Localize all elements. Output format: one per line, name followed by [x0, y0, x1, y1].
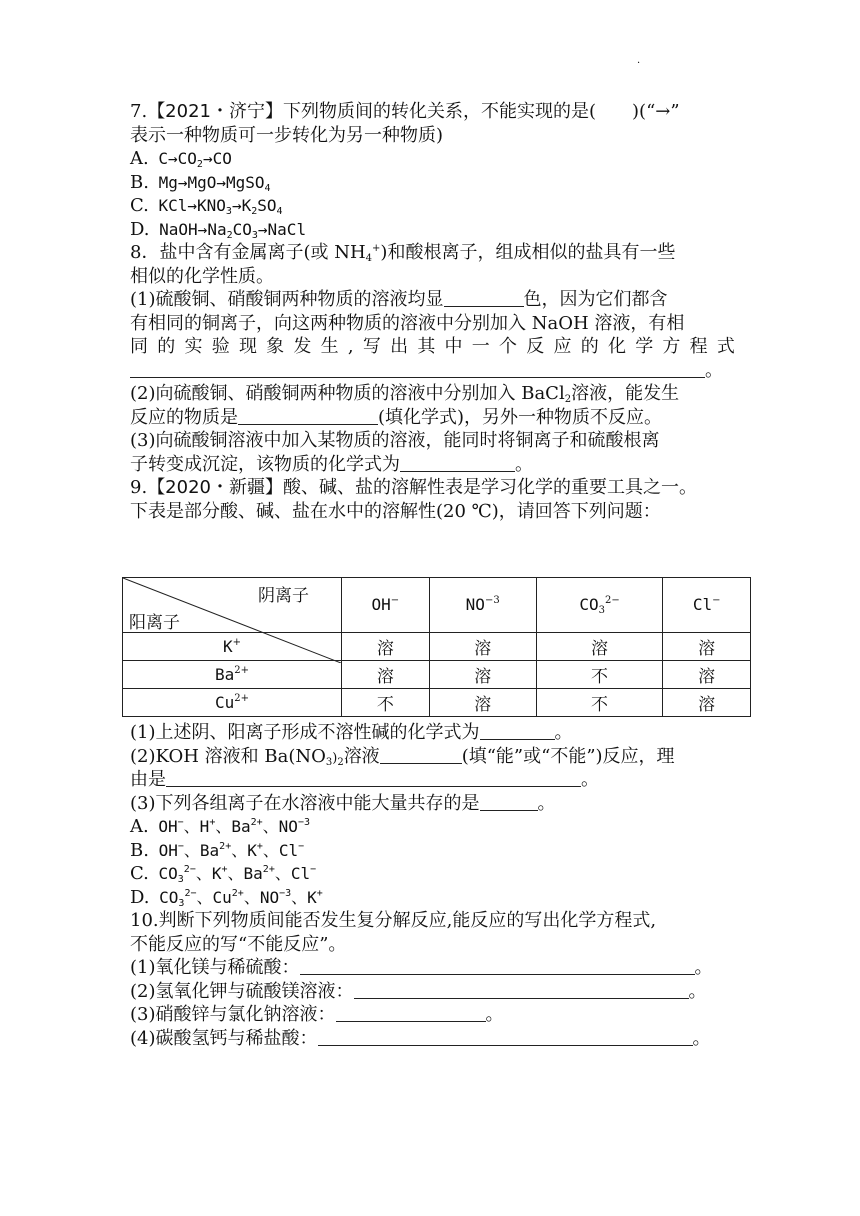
table-cell: 溶 — [342, 661, 430, 689]
q7-option-a: A. $C\to CO_2\to CO$ — [130, 148, 232, 170]
q10-item4 — [130, 1027, 735, 1051]
cation-cu: $Cu^{2+}$ — [123, 689, 342, 717]
q7-line1 — [130, 100, 735, 124]
q9-stem2: 下表是部分酸、碱、盐在水中的溶解性(20 ℃)，请回答下列问题： — [130, 500, 661, 522]
q8-text: (2)向硫酸铜、硝酸铜两种物质的溶液中分别加入 BaCl — [130, 383, 565, 404]
option-letter: C. — [130, 195, 149, 216]
answer-blank[interactable] — [336, 1003, 486, 1022]
q7-stem: 下列物质间的转化关系，不能实现的是( )(“→” — [283, 101, 680, 122]
q8-text: 反应的物质是 — [130, 406, 238, 428]
q9-part3 — [130, 792, 735, 816]
table-corner-cell — [123, 578, 342, 633]
q8-text: 。 — [705, 359, 723, 381]
cation-k: K+ — [123, 633, 342, 661]
q8-part1-answer — [130, 359, 735, 383]
table-cell: 溶 — [429, 661, 536, 689]
q8-part2-line2 — [130, 406, 735, 430]
q8-char: 其 — [417, 336, 436, 357]
option-letter: B. — [130, 171, 149, 193]
q9-part2-line2 — [130, 768, 735, 792]
table-cell: 溶 — [663, 661, 751, 689]
q9-text: (2)KOH 溶液和 Ba(NO — [130, 745, 326, 767]
q7-source: 【2021・济宁】 — [147, 101, 283, 122]
cation-label: K — [222, 636, 233, 656]
q9-number: 9. — [130, 477, 148, 498]
q9-text: 。 — [554, 722, 573, 743]
q10-text: 。 — [692, 1027, 711, 1049]
q8-part1-line2: 有相同的铜离子，向这两种物质的溶液中分别加入 NaOH 溶液，有相 — [130, 312, 685, 334]
table-cell: 溶 — [429, 689, 536, 717]
q8-char: 的 — [580, 336, 599, 357]
answer-blank[interactable] — [318, 1027, 693, 1046]
q9-text: (3)下列各组离子在水溶液中能大量共存的是 — [130, 792, 480, 814]
q9-part2: (2)KOH 溶液和 $Ba(NO_3)_2$溶液 (填“能”或“不能”)反应，理 — [130, 745, 675, 768]
q8-char: 写 — [362, 336, 381, 357]
q10-text: 。 — [688, 980, 707, 1002]
q8-text: 子转变成沉淀，该物质的化学式为 — [130, 453, 400, 475]
q8-char: 象 — [266, 336, 285, 357]
answer-blank[interactable] — [300, 956, 695, 975]
q8-text: )和酸根离子，组成相似的盐具有一些 — [380, 242, 676, 263]
q7-option-b: B. Mg→MgO→MgSO$_4$ — [130, 171, 271, 194]
q8-char: 生 — [320, 336, 339, 357]
table-cell: 溶 — [342, 633, 430, 661]
table-cell: 溶 — [663, 689, 751, 717]
answer-blank[interactable] — [354, 980, 689, 999]
q8-part1 — [130, 288, 735, 312]
q8-text: 溶液，能发生 — [571, 383, 680, 404]
cation-label: Cu — [214, 692, 235, 712]
table-row — [123, 661, 751, 689]
table-cell: 不 — [342, 689, 430, 717]
q8-text: (1)硫酸铜、硝酸铜两种物质的溶液均显 — [130, 289, 444, 310]
q8-char: 同 — [130, 336, 148, 357]
table-cell: 溶 — [663, 633, 751, 661]
anion-label: Cl — [692, 595, 713, 614]
q9-text: 由是 — [130, 769, 166, 790]
answer-blank[interactable] — [400, 453, 515, 472]
q8-char: 化 — [607, 336, 626, 357]
anion-label: NO — [465, 595, 485, 614]
q8-text: 。 — [515, 453, 533, 475]
cation-ba: $Ba^{2+}$ — [123, 661, 342, 689]
cation-header: 阳离子 — [129, 613, 180, 633]
q10-item1 — [130, 956, 735, 980]
anion-co3: $CO_3^{2-}$ — [536, 578, 663, 633]
q10-text: (1)氧化镁与稀硫酸： — [130, 957, 300, 978]
q8-text: 8．盐中含有金属离子(或 NH — [130, 242, 366, 263]
anion-cl: Cl− — [663, 578, 751, 633]
q10-item2 — [130, 980, 735, 1004]
table-cell: 溶 — [536, 633, 663, 661]
q9-option-c: C. $CO_3^{2-}$、K+、$Ba^{2+}$、Cl− — [130, 863, 317, 885]
answer-blank[interactable] — [380, 745, 462, 764]
q9-option-b: B. OH−、$Ba^{2+}$、K+、Cl− — [130, 839, 305, 861]
option-letter: D. — [130, 886, 150, 908]
q8-char: 一 — [471, 336, 490, 357]
q10-text: (4)碳酸氢钙与稀盐酸： — [130, 1027, 318, 1049]
q9-part1 — [130, 721, 735, 745]
q8-part1-line3 — [130, 335, 735, 359]
q8-char: , — [347, 336, 354, 357]
anion-no3: $NO^{-3}$ — [429, 578, 536, 633]
table-cell: 不 — [536, 689, 663, 717]
q8-char: 的 — [157, 336, 176, 357]
answer-blank[interactable] — [480, 721, 555, 740]
anion-label: OH — [371, 595, 391, 614]
q8-char: 现 — [238, 336, 257, 357]
option-letter: C. — [130, 863, 149, 884]
q9-option-a: A. OH−、H+、$Ba^{2+}$、$NO^{-3}$ — [130, 816, 310, 837]
cation-label: Ba — [214, 664, 235, 684]
q8-char: 个 — [499, 336, 518, 357]
document-body — [130, 100, 735, 523]
table-cell: 溶 — [429, 633, 536, 661]
anion-oh: OH− — [342, 578, 430, 633]
q8-char: 实 — [184, 336, 203, 357]
q9-text: 。 — [537, 792, 556, 814]
page-dot: · — [637, 58, 641, 69]
q7-number: 7. — [130, 101, 148, 122]
q8-char: 发 — [293, 336, 312, 357]
answer-blank[interactable] — [166, 768, 581, 787]
q8-line2: 相似的化学性质。 — [130, 265, 274, 287]
answer-blank[interactable] — [238, 406, 378, 425]
q7-option-d: D. $NaOH\to Na_2CO_3\to NaCl$ — [130, 218, 307, 241]
q8-char: 程 — [689, 336, 708, 357]
anion-header: 阴离子 — [258, 586, 309, 606]
q8-char: 验 — [211, 336, 230, 357]
q8-char: 方 — [662, 336, 681, 357]
table-cell: 不 — [536, 661, 663, 689]
q10-text: 。 — [694, 957, 713, 978]
q10-text: (3)硝酸锌与氯化钠溶液： — [130, 1004, 336, 1025]
q8-char: 应 — [553, 336, 572, 357]
q8-text: 色，因为它们都含 — [523, 289, 668, 310]
q10-item3 — [130, 1003, 735, 1027]
q8-char: 反 — [526, 336, 545, 357]
q9-line1 — [130, 476, 735, 500]
q8-char: 出 — [390, 336, 409, 357]
q9-source: 【2020・新疆】 — [147, 477, 283, 498]
q7-option-c: C. $KCl\to KNO_3\to K_2SO_4$ — [130, 195, 283, 217]
q9-text: 溶液 — [343, 745, 380, 767]
q8-text: (填化学式)，另外一种物质不反应。 — [378, 406, 663, 428]
q8-line1: 8．盐中含有金属离子(或 $NH_4^+$)和酸根离子，组成相似的盐具有一些 — [130, 242, 676, 264]
q9-text: (1)上述阴、阳离子形成不溶性碱的化学式为 — [130, 722, 480, 743]
option-letter: A. — [130, 816, 149, 837]
q10-text: (2)氢氧化钾与硫酸镁溶液： — [130, 980, 354, 1002]
q9-text: (填“能”或“不能”)反应，理 — [461, 745, 675, 767]
document-body-lower — [130, 721, 735, 1050]
q8-part3: (3)向硫酸铜溶液中加入某物质的溶液，能同时将铜离子和硫酸根离 — [130, 430, 660, 451]
q8-part3-line2 — [130, 453, 735, 477]
q10-line1: 10.判断下列物质间能否发生复分解反应,能反应的写出化学方程式, — [130, 910, 657, 931]
table-row — [123, 689, 751, 717]
answer-blank[interactable] — [480, 792, 538, 811]
answer-blank[interactable] — [130, 359, 705, 378]
option-letter: B. — [130, 839, 149, 861]
q8-part2: (2)向硫酸铜、硝酸铜两种物质的溶液中分别加入 BaCl$_2$溶液，能发生 — [130, 383, 680, 405]
q10-text: 。 — [485, 1004, 504, 1025]
q8-char: 中 — [444, 336, 463, 357]
q10-line2: 不能反应的写“不能反应”。 — [130, 933, 347, 955]
option-letter: A. — [130, 148, 149, 169]
q9-option-d: D. $CO_3^{2-}$、$Cu^{2+}$、$NO^{-3}$、K+ — [130, 886, 323, 909]
q9-text: 。 — [581, 769, 599, 790]
option-letter: D. — [130, 218, 150, 240]
q8-char: 式 — [716, 336, 735, 357]
solubility-table — [122, 577, 751, 717]
q9-stem: 酸、碱、盐的溶解性表是学习化学的重要工具之一。 — [283, 477, 697, 498]
q8-char: 学 — [635, 336, 654, 357]
anion-label: CO — [579, 595, 599, 614]
answer-blank[interactable] — [444, 288, 524, 307]
q7-stem2: 表示一种物质可一步转化为另一种物质) — [130, 124, 444, 146]
